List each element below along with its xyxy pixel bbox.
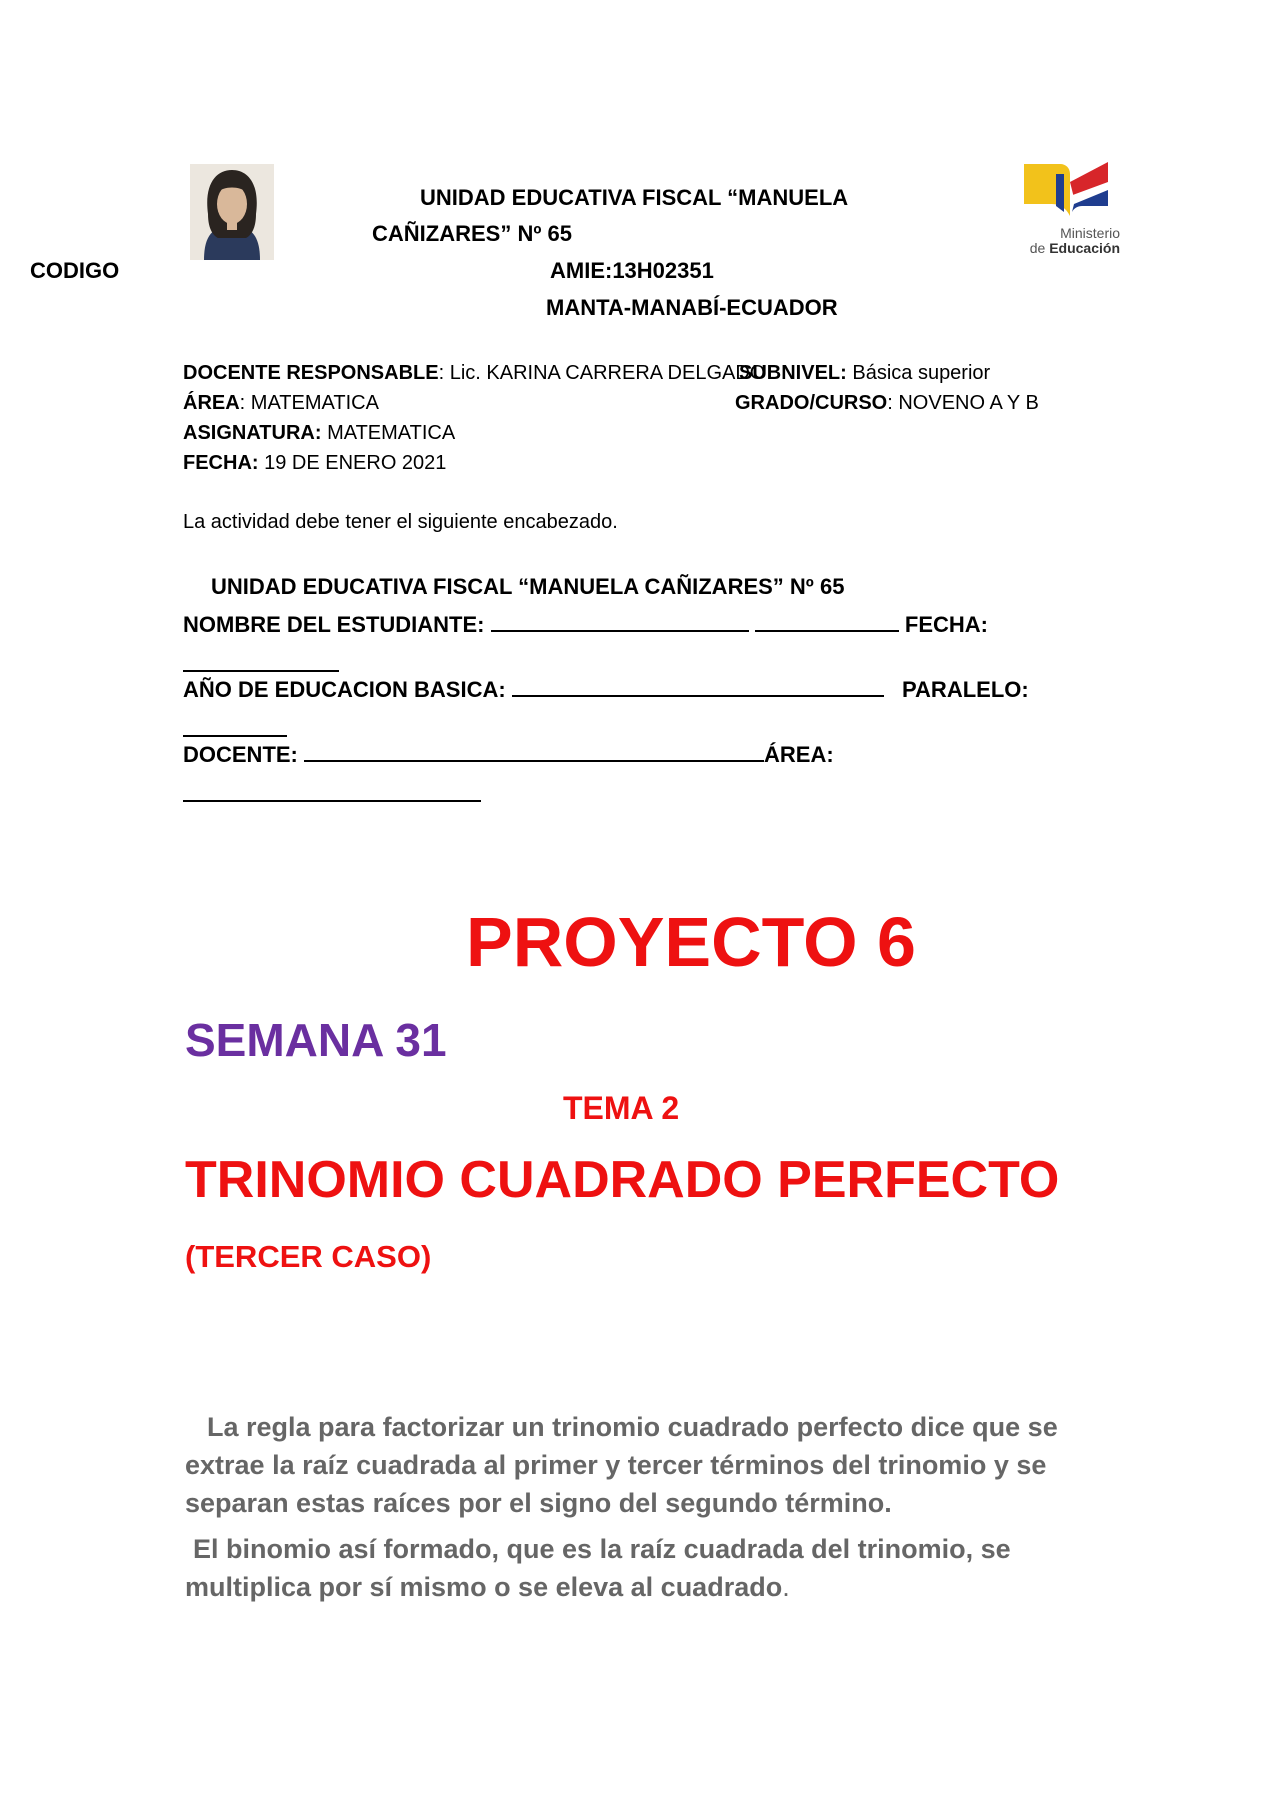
school-name-line2: CAÑIZARES” Nº 65 <box>372 221 572 246</box>
subnivel-label: SUBNIVEL: <box>739 362 847 384</box>
logo-text-1: Ministerio <box>1060 225 1120 241</box>
tema-title: TEMA 2 <box>563 1090 680 1126</box>
area-label: ÁREA <box>183 392 240 414</box>
amie-code: AMIE:13H02351 <box>550 258 714 283</box>
semana-title: SEMANA 31 <box>185 1014 447 1066</box>
asignatura-value: MATEMATICA <box>321 422 456 444</box>
logo-text-2-bold: Educación <box>1049 240 1120 256</box>
subnivel-value: Básica superior <box>846 362 991 384</box>
anio-row <box>183 677 884 703</box>
docente-form-label: DOCENTE: <box>183 742 298 767</box>
fecha-row <box>183 448 446 478</box>
asignatura-label: ASIGNATURA: <box>183 422 322 444</box>
grado-value: : NOVENO A Y B <box>887 392 1039 414</box>
form-school-name: UNIDAD EDUCATIVA FISCAL “MANUELA CAÑIZARES” Nº 65 <box>211 574 845 599</box>
nombre-blank[interactable] <box>491 612 749 632</box>
binomio-paragraph <box>185 1530 1105 1606</box>
nombre-row <box>183 612 988 638</box>
asignatura-row <box>183 418 455 448</box>
docente-row <box>183 358 765 388</box>
docente-blank[interactable] <box>304 742 764 762</box>
area-blank[interactable] <box>183 784 481 802</box>
location: MANTA-MANABÍ-ECUADOR <box>546 295 838 320</box>
main-title: TRINOMIO CUADRADO PERFECTO <box>185 1151 1060 1209</box>
rule-paragraph: La regla para factorizar un trinomio cuadrado perfecto dice que se extrae la raíz cuadrada al primer y tercer términos del trinomio y se separan estas raíces por el signo del segundo término. <box>185 1412 1058 1518</box>
paralelo-blank[interactable] <box>183 719 287 737</box>
fecha-label: FECHA: <box>183 452 259 474</box>
fecha-value: 19 DE ENERO 2021 <box>258 452 447 474</box>
school-name-line1: UNIDAD EDUCATIVA FISCAL “MANUELA <box>420 185 849 210</box>
instruction-text: La actividad debe tener el siguiente encabezado. <box>183 511 618 533</box>
area-row <box>183 388 379 418</box>
docente-label: DOCENTE RESPONSABLE <box>183 362 439 384</box>
nombre-blank-2[interactable] <box>755 612 899 632</box>
nombre-label: NOMBRE DEL ESTUDIANTE: <box>183 612 485 637</box>
docente-form-row <box>183 742 834 768</box>
fecha-blank[interactable] <box>183 654 339 672</box>
logo-text-2-prefix: de <box>1029 240 1050 256</box>
proyecto-title: PROYECTO 6 <box>466 903 916 981</box>
paralelo-label: PARALELO: <box>902 677 1029 702</box>
codigo-label: CODIGO <box>30 258 120 283</box>
portrait-icon <box>190 164 274 260</box>
anio-blank[interactable] <box>512 677 884 697</box>
sub-title: (TERCER CASO) <box>185 1239 432 1274</box>
area-value: : MATEMATICA <box>239 392 379 414</box>
portrait-image <box>190 164 274 260</box>
ministerio-logo <box>1016 160 1120 260</box>
area-form-label: ÁREA: <box>764 742 834 767</box>
anio-label: AÑO DE EDUCACION BASICA: <box>183 677 506 702</box>
docente-value: : Lic. KARINA CARRERA DELGADO <box>438 362 766 384</box>
binomio-period: . <box>782 1572 790 1602</box>
binomio-text: El binomio así formado, que es la raíz cuadrada del trinomio, se multiplica por sí mismo o se eleva al cuadrado <box>185 1534 1011 1602</box>
fecha-form-label: FECHA: <box>904 612 988 637</box>
subnivel-row <box>739 358 990 388</box>
grado-row <box>735 388 1039 418</box>
grado-label: GRADO/CURSO <box>735 392 888 414</box>
